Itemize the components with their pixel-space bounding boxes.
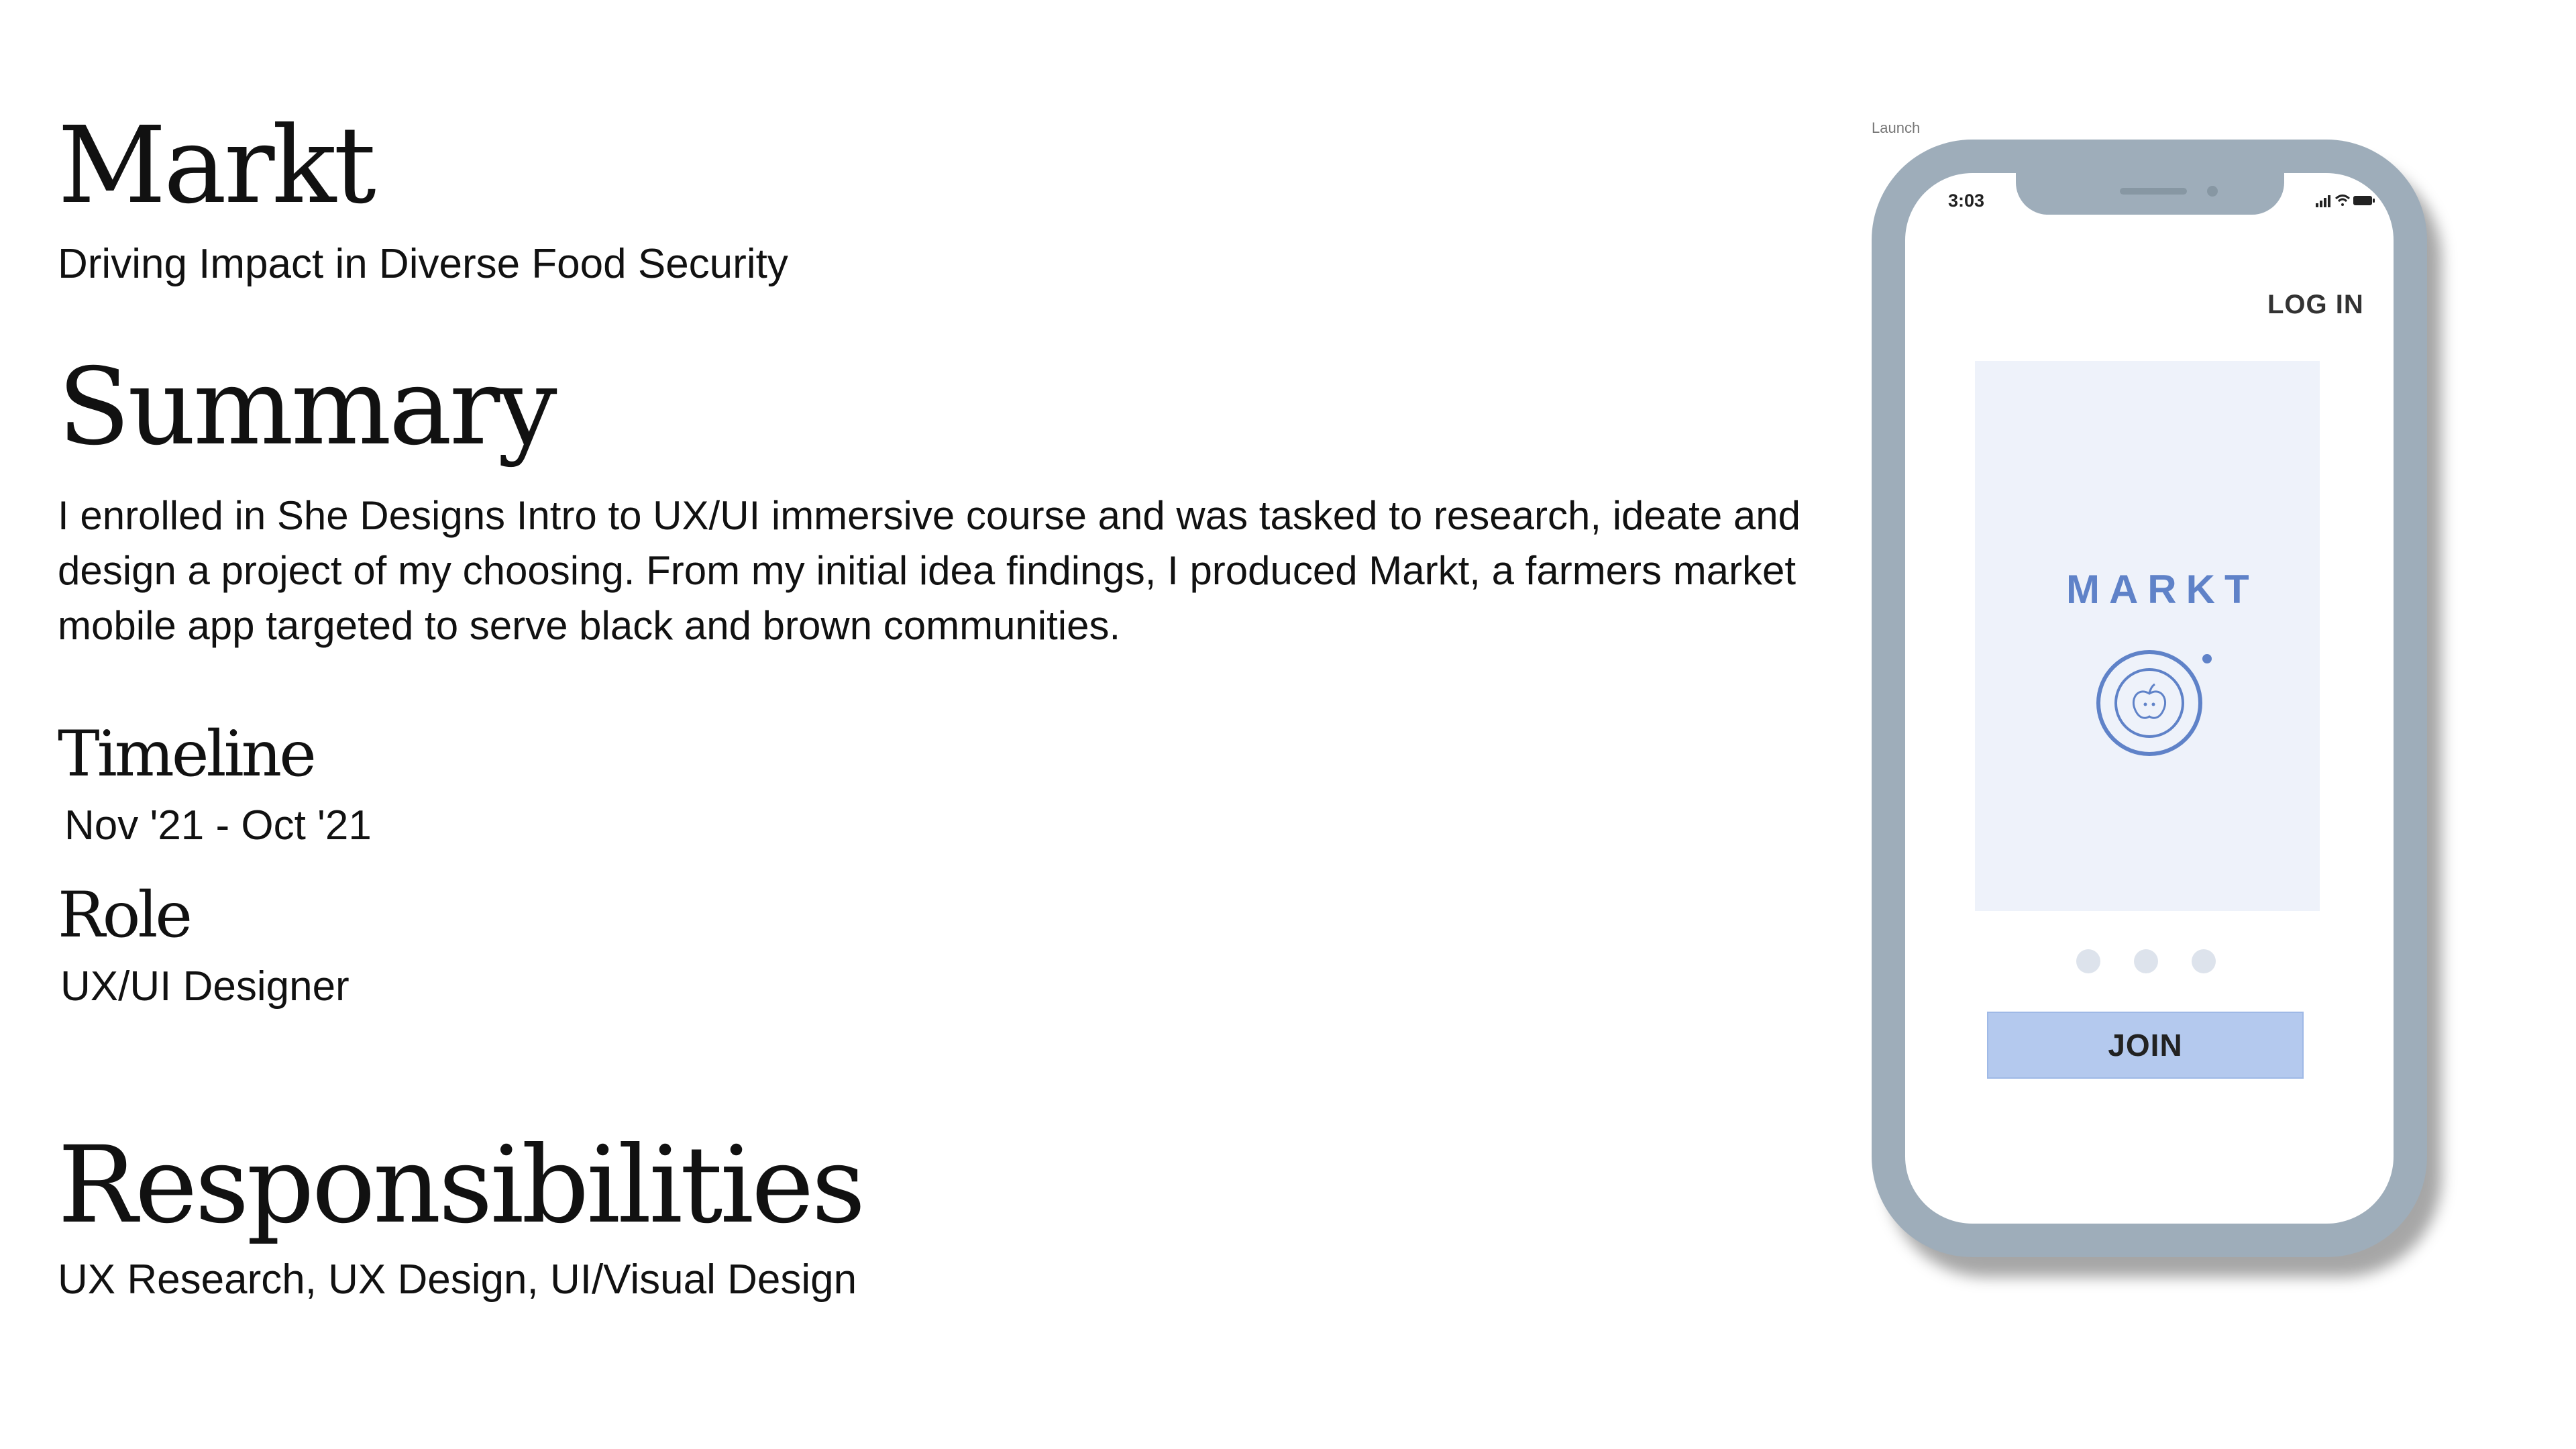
signal-icon xyxy=(2316,195,2330,207)
front-camera xyxy=(2207,186,2218,197)
brand-wordmark: MARKT xyxy=(2066,567,2259,612)
status-time: 3:03 xyxy=(1948,191,1985,211)
carousel-dot[interactable] xyxy=(2134,949,2158,973)
phone-screen xyxy=(1905,173,2394,1224)
wifi-icon xyxy=(2336,196,2349,207)
carousel-dots xyxy=(2076,949,2224,976)
join-button[interactable]: JOIN xyxy=(1987,1012,2304,1079)
timeline-value: Nov '21 - Oct '21 xyxy=(64,802,372,849)
carousel-dot[interactable] xyxy=(2076,949,2100,973)
splash-card xyxy=(1975,361,2320,911)
responsibilities-heading: Responsibilities xyxy=(58,1124,863,1247)
project-title: Markt xyxy=(58,104,374,227)
speaker-grille xyxy=(2120,188,2187,195)
battery-icon xyxy=(2353,196,2375,205)
responsibilities-value: UX Research, UX Design, UI/Visual Design xyxy=(58,1256,857,1303)
phone-notch xyxy=(2016,173,2284,215)
carousel-dot[interactable] xyxy=(2192,949,2216,973)
apple-logo-icon xyxy=(2082,636,2216,770)
summary-text: I enrolled in She Designs Intro to UX/UI immersive course and was tasked to research, ideate and design a project of my choosing. From my initial idea findings, I produced Markt, a farmers market mobile app targeted to serve black and brown communities. xyxy=(58,493,1801,648)
role-value: UX/UI Designer xyxy=(60,963,350,1010)
role-heading: Role xyxy=(58,879,191,952)
frame-label: Launch xyxy=(1872,119,1921,136)
project-subtitle: Driving Impact in Diverse Food Security xyxy=(58,241,788,287)
summary-heading: Summary xyxy=(58,345,555,469)
status-icons xyxy=(2316,192,2376,209)
phone-mockup xyxy=(1872,140,2427,1257)
timeline-heading: Timeline xyxy=(58,718,314,791)
log-in-link[interactable]: LOG IN xyxy=(2267,290,2364,319)
